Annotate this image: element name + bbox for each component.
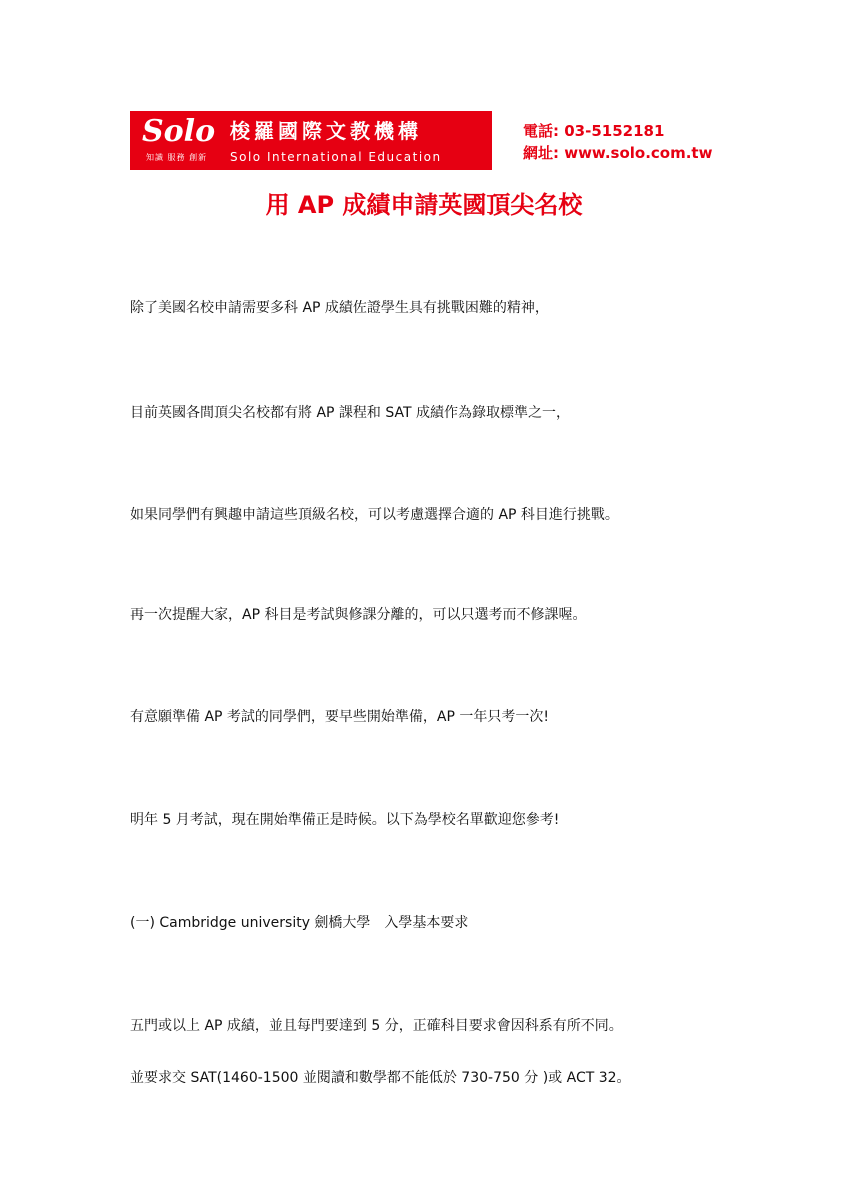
website-text: 網址: www.solo.com.tw <box>523 144 713 162</box>
paragraph: 五門或以上 AP 成績，並且每門要達到 5 分，正確科目要求會因科系有所不同。 <box>130 1018 623 1034</box>
contact-info <box>523 120 712 164</box>
phone-text: 電話: 03-5152181 <box>523 122 665 140</box>
paragraph: 再一次提醒大家，AP 科目是考試與修課分離的，可以只選考而不修課喔。 <box>130 607 587 623</box>
paragraph: 除了美國名校申請需要多科 AP 成績佐證學生具有挑戰困難的精神， <box>130 300 549 316</box>
document-title: 用 AP 成績申請英國頂尖名校 <box>265 191 583 219</box>
paragraph: 有意願準備 AP 考試的同學們，要早些開始準備，AP 一年只考一次! <box>130 709 550 725</box>
logo-wordmark: Solo <box>142 114 216 149</box>
org-name-chinese: 梭羅國際文教機構 <box>230 119 422 143</box>
paragraph: 目前英國各間頂尖名校都有將 AP 課程和 SAT 成績作為錄取標準之一， <box>130 405 571 421</box>
org-name-english: Solo International Education <box>230 150 442 164</box>
logo-banner <box>130 111 492 170</box>
logo-tagline: 知識 服務 創新 <box>146 153 208 162</box>
section-heading: (一) Cambridge university 劍橋大學 入學基本要求 <box>130 915 469 931</box>
paragraph: 並要求交 SAT(1460-1500 並閱讀和數學都不能低於 730-750 分 )或 ACT 32。 <box>130 1070 631 1086</box>
paragraph: 如果同學們有興趣申請這些頂級名校，可以考慮選擇合適的 AP 科目進行挑戰。 <box>130 507 619 523</box>
paragraph: 明年 5 月考試，現在開始準備正是時候。以下為學校名單歡迎您參考! <box>130 812 560 828</box>
